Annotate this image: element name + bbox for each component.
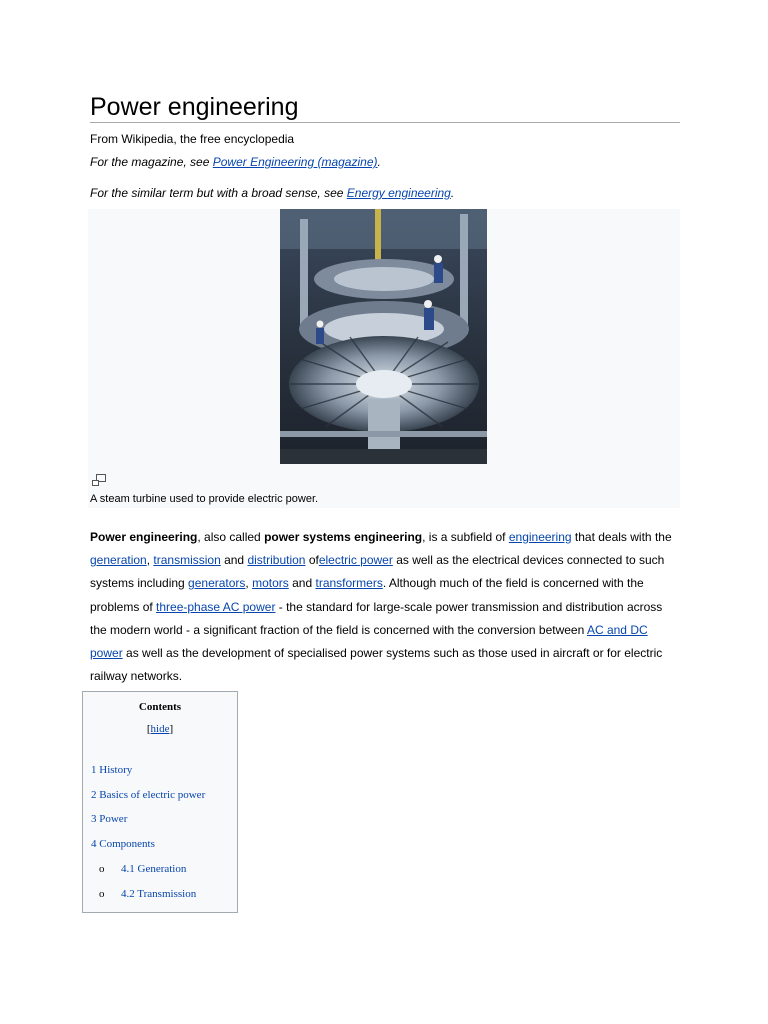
bracket-open: [ bbox=[146, 723, 151, 735]
hatnote-suffix: . bbox=[377, 155, 381, 169]
paragraph-text: and bbox=[220, 553, 248, 568]
paragraph-text: - the standard for large-scale power transmission and distribution across the modern world - a significant fraction of the field is concerned with the conversion between bbox=[90, 599, 663, 637]
toc-subitem-label[interactable]: 4.2 Transmission bbox=[121, 888, 197, 900]
paragraph-text: of bbox=[305, 553, 319, 568]
steam-turbine-image[interactable] bbox=[280, 209, 487, 464]
toc-item-components[interactable]: 4 Components bbox=[91, 838, 155, 850]
hatnote-energy bbox=[90, 186, 454, 200]
figure-caption: A steam turbine used to provide electric power. bbox=[90, 493, 319, 505]
inline-link[interactable]: engineering bbox=[508, 530, 572, 544]
toc-item-history[interactable]: 1 History bbox=[91, 764, 133, 776]
paragraph-text: , also called bbox=[197, 530, 265, 544]
page-title: Power engineering bbox=[90, 92, 680, 123]
paragraph-text: , is a subfield of bbox=[422, 530, 509, 544]
paragraph-text: , bbox=[146, 553, 154, 568]
inline-link[interactable]: electric power bbox=[318, 553, 393, 568]
toc-item-basics[interactable]: 2 Basics of electric power bbox=[91, 789, 206, 801]
magazine-link[interactable]: Power Engineering (magazine) bbox=[212, 155, 378, 169]
inline-link[interactable]: distribution bbox=[247, 553, 306, 568]
bold-term: power systems engineering bbox=[264, 530, 423, 544]
inline-link[interactable]: generation bbox=[90, 553, 147, 568]
tagline: From Wikipedia, the free encyclopedia bbox=[90, 132, 295, 146]
hatnote-magazine bbox=[90, 155, 381, 169]
paragraph-text: , bbox=[245, 576, 253, 591]
table-of-contents bbox=[82, 691, 238, 913]
inline-link[interactable]: generators bbox=[188, 576, 246, 591]
paragraph-text: as well as the electrical devices connected to such systems including bbox=[90, 553, 665, 591]
toc-title: Contents bbox=[138, 701, 182, 713]
inline-link[interactable]: motors bbox=[252, 576, 289, 591]
paragraph-text: that deals with the bbox=[571, 530, 672, 544]
lead-paragraph bbox=[90, 526, 682, 688]
inline-link[interactable]: AC and DC power bbox=[90, 622, 648, 661]
toc-subitem-label[interactable]: 4.1 Generation bbox=[121, 863, 187, 875]
infobox-figure bbox=[88, 209, 680, 508]
hatnote-suffix: . bbox=[450, 186, 455, 200]
enlarge-icon[interactable] bbox=[92, 474, 106, 486]
toc-hide-toggle bbox=[83, 723, 237, 735]
hatnote-text: For the magazine, see bbox=[90, 155, 213, 169]
paragraph-text: . Although much of the field is concerned with the problems of bbox=[90, 576, 644, 614]
inline-link[interactable]: transmission bbox=[153, 553, 221, 568]
inline-link[interactable]: three-phase AC power bbox=[156, 599, 276, 614]
toc-item-power[interactable]: 3 Power bbox=[91, 813, 128, 825]
paragraph-text: as well as the development of specialised power systems such as those used in aircraft or for electric railway networks. bbox=[90, 646, 663, 684]
energy-engineering-link[interactable]: Energy engineering bbox=[346, 186, 451, 200]
bold-term: Power engineering bbox=[90, 530, 198, 544]
list-bullet: o bbox=[99, 888, 105, 900]
bracket-close: ] bbox=[169, 723, 174, 735]
hatnote-text: For the similar term but with a broad sense, see bbox=[90, 186, 347, 200]
toc-hide-link[interactable]: hide bbox=[150, 723, 170, 735]
list-bullet: o bbox=[99, 863, 105, 875]
inline-link[interactable]: transformers bbox=[315, 576, 383, 591]
paragraph-text: and bbox=[288, 576, 316, 591]
